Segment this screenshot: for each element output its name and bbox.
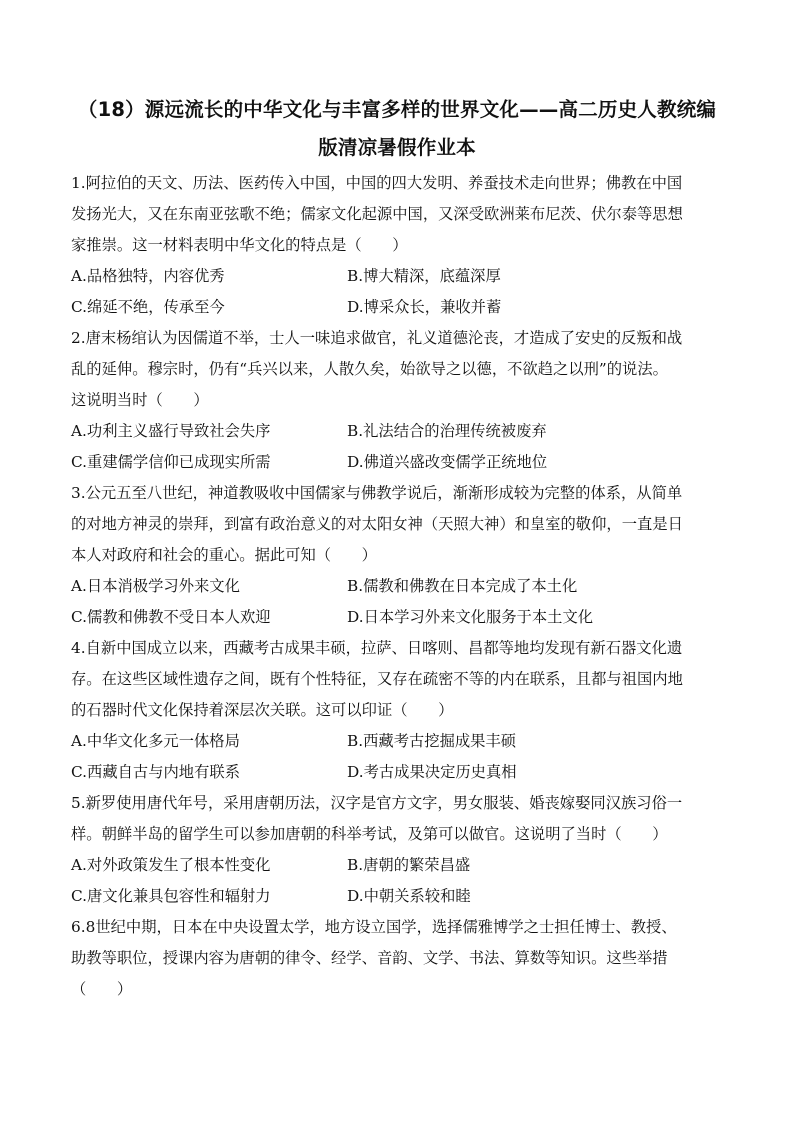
question-3 xyxy=(71,478,721,633)
stem-line: 发扬光大，又在东南亚弦歌不绝；儒家文化起源中国，又深受欧洲莱布尼茨、伏尔泰等思想 xyxy=(71,205,683,223)
stem-line: 1.阿拉伯的天文、历法、医药传入中国，中国的四大发明、养蚕技术走向世界；佛教在中国 xyxy=(71,174,683,192)
option-c: C.西藏自古与内地有联系 xyxy=(71,763,240,781)
question-stem xyxy=(71,788,721,850)
option-row xyxy=(71,726,721,757)
question-stem xyxy=(71,323,721,416)
option-d: D.中朝关系较和睦 xyxy=(347,887,471,905)
option-b: B.唐朝的繁荣昌盛 xyxy=(347,856,471,874)
stem-line: 这说明当时（ ） xyxy=(71,391,209,409)
option-row xyxy=(71,447,721,478)
option-row xyxy=(71,292,721,323)
stem-line: 的石器时代文化保持着深层次关联。这可以印证（ ） xyxy=(71,701,454,719)
question-stem xyxy=(71,633,721,726)
stem-line: 存。在这些区域性遗存之间，既有个性特征，又存在疏密不等的内在联系，且都与祖国内地 xyxy=(71,670,683,688)
option-row xyxy=(71,261,721,292)
option-b: B.礼法结合的治理传统被废弃 xyxy=(347,422,547,440)
option-c: C.唐文化兼具包容性和辐射力 xyxy=(71,887,271,905)
question-stem xyxy=(71,478,721,571)
stem-line: 家推崇。这一材料表明中华文化的特点是（ ） xyxy=(71,236,408,254)
option-row xyxy=(71,416,721,447)
stem-line: 3.公元五至八世纪，神道教吸收中国儒家与佛教学说后，渐渐形成较为完整的体系，从简单 xyxy=(71,484,683,502)
question-list xyxy=(71,168,721,1005)
stem-line: 样。朝鲜半岛的留学生可以参加唐朝的科举考试，及第可以做官。这说明了当时（ ） xyxy=(71,825,668,843)
stem-line: 乱的延伸。穆宗时，仍有“兵兴以来，人散久矣，始欲导之以德，不欲趋之以刑”的说法。 xyxy=(71,360,668,378)
option-d: D.佛道兴盛改变儒学正统地位 xyxy=(347,453,548,471)
option-row xyxy=(71,571,721,602)
question-1 xyxy=(71,168,721,323)
option-b: B.儒教和佛教在日本完成了本土化 xyxy=(347,577,578,595)
stem-line: 5.新罗使用唐代年号，采用唐朝历法，汉字是官方文字，男女服装、婚丧嫁娶同汉族习俗一 xyxy=(71,794,683,812)
option-row xyxy=(71,602,721,633)
question-6 xyxy=(71,912,721,1005)
option-a: A.功利主义盛行导致社会失序 xyxy=(71,422,271,440)
option-a: A.对外政策发生了根本性变化 xyxy=(71,856,271,874)
question-5 xyxy=(71,788,721,912)
title-line: 版清凉暑假作业本 xyxy=(318,136,476,159)
stem-line: 2.唐末杨绾认为因儒道不举，士人一味追求做官，礼义道德沦丧，才造成了安史的反叛和战 xyxy=(71,329,683,347)
option-b: B.博大精深，底蕴深厚 xyxy=(347,267,501,285)
option-a: A.中华文化多元一体格局 xyxy=(71,732,240,750)
option-c: C.重建儒学信仰已成现实所需 xyxy=(71,453,271,471)
question-stem xyxy=(71,168,721,261)
option-b: B.西藏考古挖掘成果丰硕 xyxy=(347,732,517,750)
option-d: D.日本学习外来文化服务于本土文化 xyxy=(347,608,594,626)
question-stem xyxy=(71,912,721,1005)
stem-line: 4.自新中国成立以来，西藏考古成果丰硕，拉萨、日喀则、昌都等地均发现有新石器文化遗 xyxy=(71,639,683,657)
question-4 xyxy=(71,633,721,788)
option-row xyxy=(71,881,721,912)
stem-line: （ ） xyxy=(71,980,133,998)
option-a: A.品格独特，内容优秀 xyxy=(71,267,225,285)
option-c: C.绵延不绝，传承至今 xyxy=(71,298,225,316)
question-2 xyxy=(71,323,721,478)
stem-line: 本人对政府和社会的重心。据此可知（ ） xyxy=(71,546,377,564)
option-row xyxy=(71,850,721,881)
stem-line: 助教等职位，授课内容为唐朝的律令、经学、音韵、文学、书法、算数等知识。这些举措 xyxy=(71,949,668,967)
option-a: A.日本消极学习外来文化 xyxy=(71,577,240,595)
option-d: D.博采众长，兼收并蓄 xyxy=(347,298,502,316)
stem-line: 的对地方神灵的崇拜，到富有政治意义的对太阳女神（天照大神）和皇室的敬仰，一直是日 xyxy=(71,515,683,533)
stem-line: 6.8世纪中期，日本在中央设置太学，地方设立国学，选择儒雅博学之士担任博士、教授、 xyxy=(71,918,677,936)
option-d: D.考古成果决定历史真相 xyxy=(347,763,517,781)
page-title xyxy=(60,91,734,167)
option-c: C.儒教和佛教不受日本人欢迎 xyxy=(71,608,271,626)
title-line: （18）源远流长的中华文化与丰富多样的世界文化——高二历史人教统编 xyxy=(77,98,717,121)
option-row xyxy=(71,757,721,788)
